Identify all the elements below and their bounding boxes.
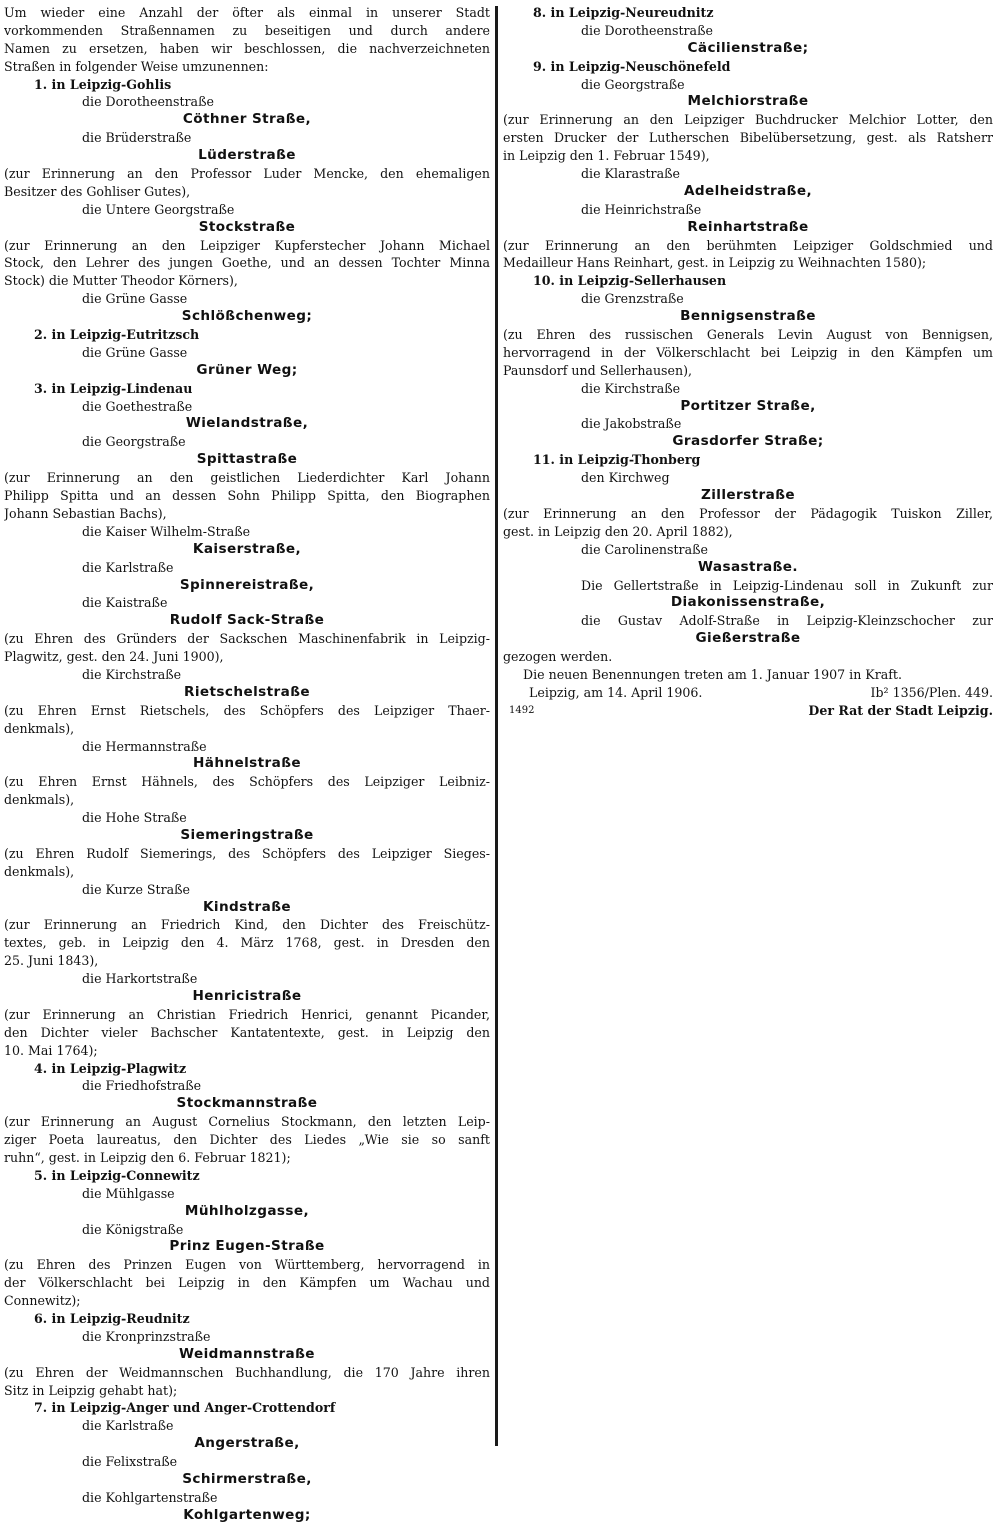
dedication-note: (zu Ehren des Gründers der Sackschen Maschinenfabrik in Leipzig- <box>4 631 490 647</box>
dedication-note: Medailleur Hans Reinhart, gest. in Leipzig zu Weihnachten 1580); <box>503 255 927 271</box>
new-street-name: Diakonissenstraße, <box>670 594 826 611</box>
old-street-name: die Kaiser Wilhelm-Straße <box>82 523 251 539</box>
intro-line: Namen zu ersetzen, haben wir beschlossen, die nachverzeichneten <box>4 40 490 56</box>
closing-line: gezogen werden. <box>503 649 613 665</box>
new-street-name: Stockstraße <box>198 218 296 235</box>
new-street-name: Rudolf Sack-Straße <box>169 612 325 629</box>
new-street-name: Kindstraße <box>202 898 292 915</box>
old-street-name: die Kirchstraße <box>581 380 681 396</box>
new-street-name: Melchiorstraße <box>687 93 809 110</box>
old-street-name: die Dorotheenstraße <box>581 22 713 38</box>
dedication-note: (zu Ehren Ernst Hähnels, des Schöpfers des Leipziger Leibniz- <box>4 774 490 790</box>
old-street-name: die Goethestraße <box>82 398 193 414</box>
old-street-name: die Grüne Gasse <box>82 291 188 307</box>
dedication-note: Stock, den Lehrer des jungen Goethe, und an dessen Tochter Minna <box>4 255 490 271</box>
dedication-note: (zu Ehren Rudolf Siemerings, des Schöpfers des Leipziger Sieges- <box>4 845 490 861</box>
new-street-name: Grasdorfer Straße; <box>672 433 824 450</box>
new-street-name: Mühlholzgasse, <box>184 1202 310 1219</box>
dedication-note: (zur Erinnerung an den Leipziger Buchdrucker Melchior Lotter, den <box>503 112 993 128</box>
dedication-note: 10. Mai 1764); <box>4 1042 98 1058</box>
new-street-name: Bennigsenstraße <box>680 308 816 325</box>
dedication-note: textes, geb. in Leipzig den 4. März 1768, gest. in Dresden den <box>4 935 490 951</box>
district-heading: 3. in Leipzig-Lindenau <box>34 380 193 396</box>
old-street-name: die Dorotheenstraße <box>82 94 214 110</box>
old-street-name: die Kohlgartenstraße <box>82 1489 218 1505</box>
dedication-note: der Völkerschlacht bei Leipzig in den Kämpfen um Wachau und <box>4 1275 490 1291</box>
district-heading: 4. in Leipzig-Plagwitz <box>34 1060 187 1076</box>
new-street-name: Henricistraße <box>192 987 302 1004</box>
dedication-note: (zur Erinnerung an Friedrich Kind, den Dichter des Freischütz- <box>4 917 490 933</box>
new-street-name: Hähnelstraße <box>192 755 302 772</box>
dedication-note: Paunsdorf und Sellerhausen), <box>503 362 692 378</box>
intro-line: Um wieder eine Anzahl der öfter als einmal in unserer Stadt <box>4 5 490 20</box>
dedication-note: (zur Erinnerung an den geistlichen Liederdichter Karl Johann <box>4 470 490 486</box>
district-heading: 10. in Leipzig-Sellerhausen <box>533 273 727 289</box>
intro-line: vorkommenden Straßennamen zu beseitigen und durch andere <box>4 22 490 38</box>
old-street-name: die Kurze Straße <box>82 881 190 897</box>
new-street-name: Grüner Weg; <box>196 361 298 378</box>
date-line <box>503 684 993 702</box>
issue-number: 1492 <box>509 704 535 716</box>
old-street-name: die Harkortstraße <box>82 971 198 987</box>
district-heading: 11. in Leipzig-Thonberg <box>533 452 701 468</box>
dedication-note: gest. in Leipzig den 20. April 1882), <box>503 523 733 539</box>
dedication-note: (zu Ehren des Prinzen Eugen von Württemberg, hervorragend in <box>4 1257 490 1273</box>
old-street-name: die Untere Georgstraße <box>82 201 235 217</box>
old-street-name: die Grüne Gasse <box>82 344 188 360</box>
district-heading: 7. in Leipzig-Anger und Anger-Crottendorf <box>34 1400 336 1416</box>
dedication-note: 25. Juni 1843), <box>4 953 99 969</box>
new-street-name: Stockmannstraße <box>176 1095 318 1112</box>
new-street-name: Rietschelstraße <box>183 683 310 700</box>
dedication-note: Besitzer des Gohliser Gutes), <box>4 183 191 199</box>
dedication-note: (zur Erinnerung an August Cornelius Stockmann, den letzten Leip- <box>4 1114 490 1130</box>
district-heading: 8. in Leipzig-Neureudnitz <box>533 5 714 20</box>
dedication-note: Philipp Spitta und an dessen Sohn Philipp Spitta, den Biographen <box>4 488 490 504</box>
dedication-note: (zur Erinnerung an den Leipziger Kupferstecher Johann Michael <box>4 237 490 253</box>
old-street-name: die Karlstraße <box>82 1418 174 1434</box>
new-street-name: Siemeringstraße <box>180 826 314 843</box>
district-heading: 2. in Leipzig-Eutritzsch <box>34 327 200 343</box>
old-street-name: die Heinrichstraße <box>581 201 702 217</box>
dedication-note: (zur Erinnerung an Christian Friedrich Henrici, genannt Picander, <box>4 1006 490 1022</box>
new-street-name: Schirmerstraße, <box>182 1471 312 1488</box>
new-street-name: Kaiserstraße, <box>192 540 302 557</box>
district-heading: 1. in Leipzig-Gohlis <box>34 76 172 92</box>
signatory: Der Rat der Stadt Leipzig. <box>808 702 993 718</box>
dedication-note: Johann Sebastian Bachs), <box>4 505 167 521</box>
dedication-note: (zur Erinnerung an den berühmten Leipziger Goldschmied und <box>503 237 993 253</box>
dedication-note: Plagwitz, gest. den 24. Juni 1900), <box>4 649 224 665</box>
dedication-note: denkmals), <box>4 792 75 808</box>
new-street-name: Gießerstraße <box>695 630 801 647</box>
new-street-name: Angerstraße, <box>194 1435 300 1452</box>
old-street-name: die Grenzstraße <box>581 291 684 307</box>
new-street-name: Weidmannstraße <box>179 1345 315 1362</box>
new-street-name: Wasastraße. <box>698 558 798 575</box>
dedication-note: ersten Drucker der Lutherschen Bibelübersetzung, gest. als Ratsherr <box>503 130 993 146</box>
dedication-note: (zu Ehren der Weidmannschen Buchhandlung, die 170 Jahre ihren <box>4 1364 490 1380</box>
effective-date-line: Die neuen Benennungen treten am 1. Januar 1907 in Kraft. <box>523 666 902 682</box>
dedication-note: den Dichter vieler Bachscher Kantatentexte, gest. in Leipzig den <box>4 1024 490 1040</box>
old-street-name: die Carolinenstraße <box>581 541 708 557</box>
old-street-name: die Jakobstraße <box>581 416 682 432</box>
new-street-name: Adelheidstraße, <box>683 182 813 199</box>
new-street-name: Schlößchenweg; <box>181 308 313 325</box>
old-street-name: die Hermannstraße <box>82 738 207 754</box>
old-street-name: die Kronprinzstraße <box>82 1328 211 1344</box>
district-heading: 9. in Leipzig-Neuschönefeld <box>533 58 731 74</box>
old-street-name: die Kaistraße <box>82 595 168 611</box>
district-heading: 6. in Leipzig-Reudnitz <box>34 1311 190 1327</box>
old-street-name: die Brüderstraße <box>82 130 192 146</box>
new-street-name: Lüderstraße <box>198 147 296 164</box>
new-street-name: Prinz Eugen-Straße <box>169 1238 325 1255</box>
old-street-name: die Königstraße <box>82 1221 184 1237</box>
new-street-name: Portitzer Straße, <box>680 397 816 414</box>
dedication-note: denkmals), <box>4 863 75 879</box>
old-street-name: die Felixstraße <box>82 1454 178 1470</box>
transfer-line: die Gustav Adolf-Straße in Leipzig-Kleinzschocher zur <box>581 613 993 629</box>
new-street-name: Cöthner Straße, <box>182 111 312 128</box>
dedication-note: (zur Erinnerung an den Professor Luder Mencke, den ehemaligen <box>4 166 490 182</box>
new-street-name: Reinhartstraße <box>687 218 809 235</box>
old-street-name: die Georgstraße <box>581 76 685 92</box>
dedication-note: ruhn“, gest. in Leipzig den 6. Februar 1821); <box>4 1150 291 1165</box>
new-street-name: Spittastraße <box>196 451 298 468</box>
dedication-note: hervorragend in der Völkerschlacht bei Leipzig in den Kämpfen um <box>503 344 993 360</box>
dedication-note: (zur Erinnerung an den Professor der Pädagogik Tuiskon Ziller, <box>503 505 993 521</box>
dedication-note: (zu Ehren Ernst Rietschels, des Schöpfers des Leipziger Thaer- <box>4 702 490 718</box>
intro-line: Straßen in folgender Weise umzunennen: <box>4 58 269 74</box>
old-street-name: die Karlstraße <box>82 559 174 575</box>
dedication-note: ziger Poeta laureatus, den Dichter des Liedes „Wie sie so sanft <box>4 1132 490 1148</box>
old-street-name: die Klarastraße <box>581 166 680 182</box>
signature-line <box>503 702 993 720</box>
dedication-note: Stock) die Mutter Theodor Körners), <box>4 273 238 289</box>
old-street-name: die Mühlgasse <box>82 1185 175 1201</box>
date-text: Leipzig, am 14. April 1906. <box>529 684 703 700</box>
transfer-line: Die Gellertstraße in Leipzig-Lindenau soll in Zukunft zur <box>581 577 993 593</box>
dedication-note: denkmals), <box>4 720 75 736</box>
new-street-name: Wielandstraße, <box>185 415 309 432</box>
new-street-name: Zillerstraße <box>700 487 796 504</box>
dedication-note: Connewitz); <box>4 1293 81 1309</box>
old-street-name: den Kirchweg <box>581 470 670 486</box>
new-street-name: Kohlgartenweg; <box>183 1506 311 1523</box>
new-street-name: Spinnereistraße, <box>179 576 315 593</box>
right-column <box>503 4 993 720</box>
reference-number: Ib² 1356/Plen. 449. <box>870 684 993 700</box>
old-street-name: die Friedhofstraße <box>82 1078 202 1094</box>
old-street-name: die Kirchstraße <box>82 666 182 682</box>
old-street-name: die Hohe Straße <box>82 810 187 826</box>
dedication-note: Sitz in Leipzig gehabt hat); <box>4 1382 178 1398</box>
left-column <box>4 4 490 1525</box>
old-street-name: die Georgstraße <box>82 434 186 450</box>
district-heading: 5. in Leipzig-Connewitz <box>34 1167 200 1183</box>
dedication-note: (zu Ehren des russischen Generals Levin August von Bennigsen, <box>503 327 993 343</box>
column-divider <box>495 6 498 1446</box>
dedication-note: in Leipzig den 1. Februar 1549), <box>503 148 710 164</box>
new-street-name: Cäcilienstraße; <box>687 39 809 56</box>
